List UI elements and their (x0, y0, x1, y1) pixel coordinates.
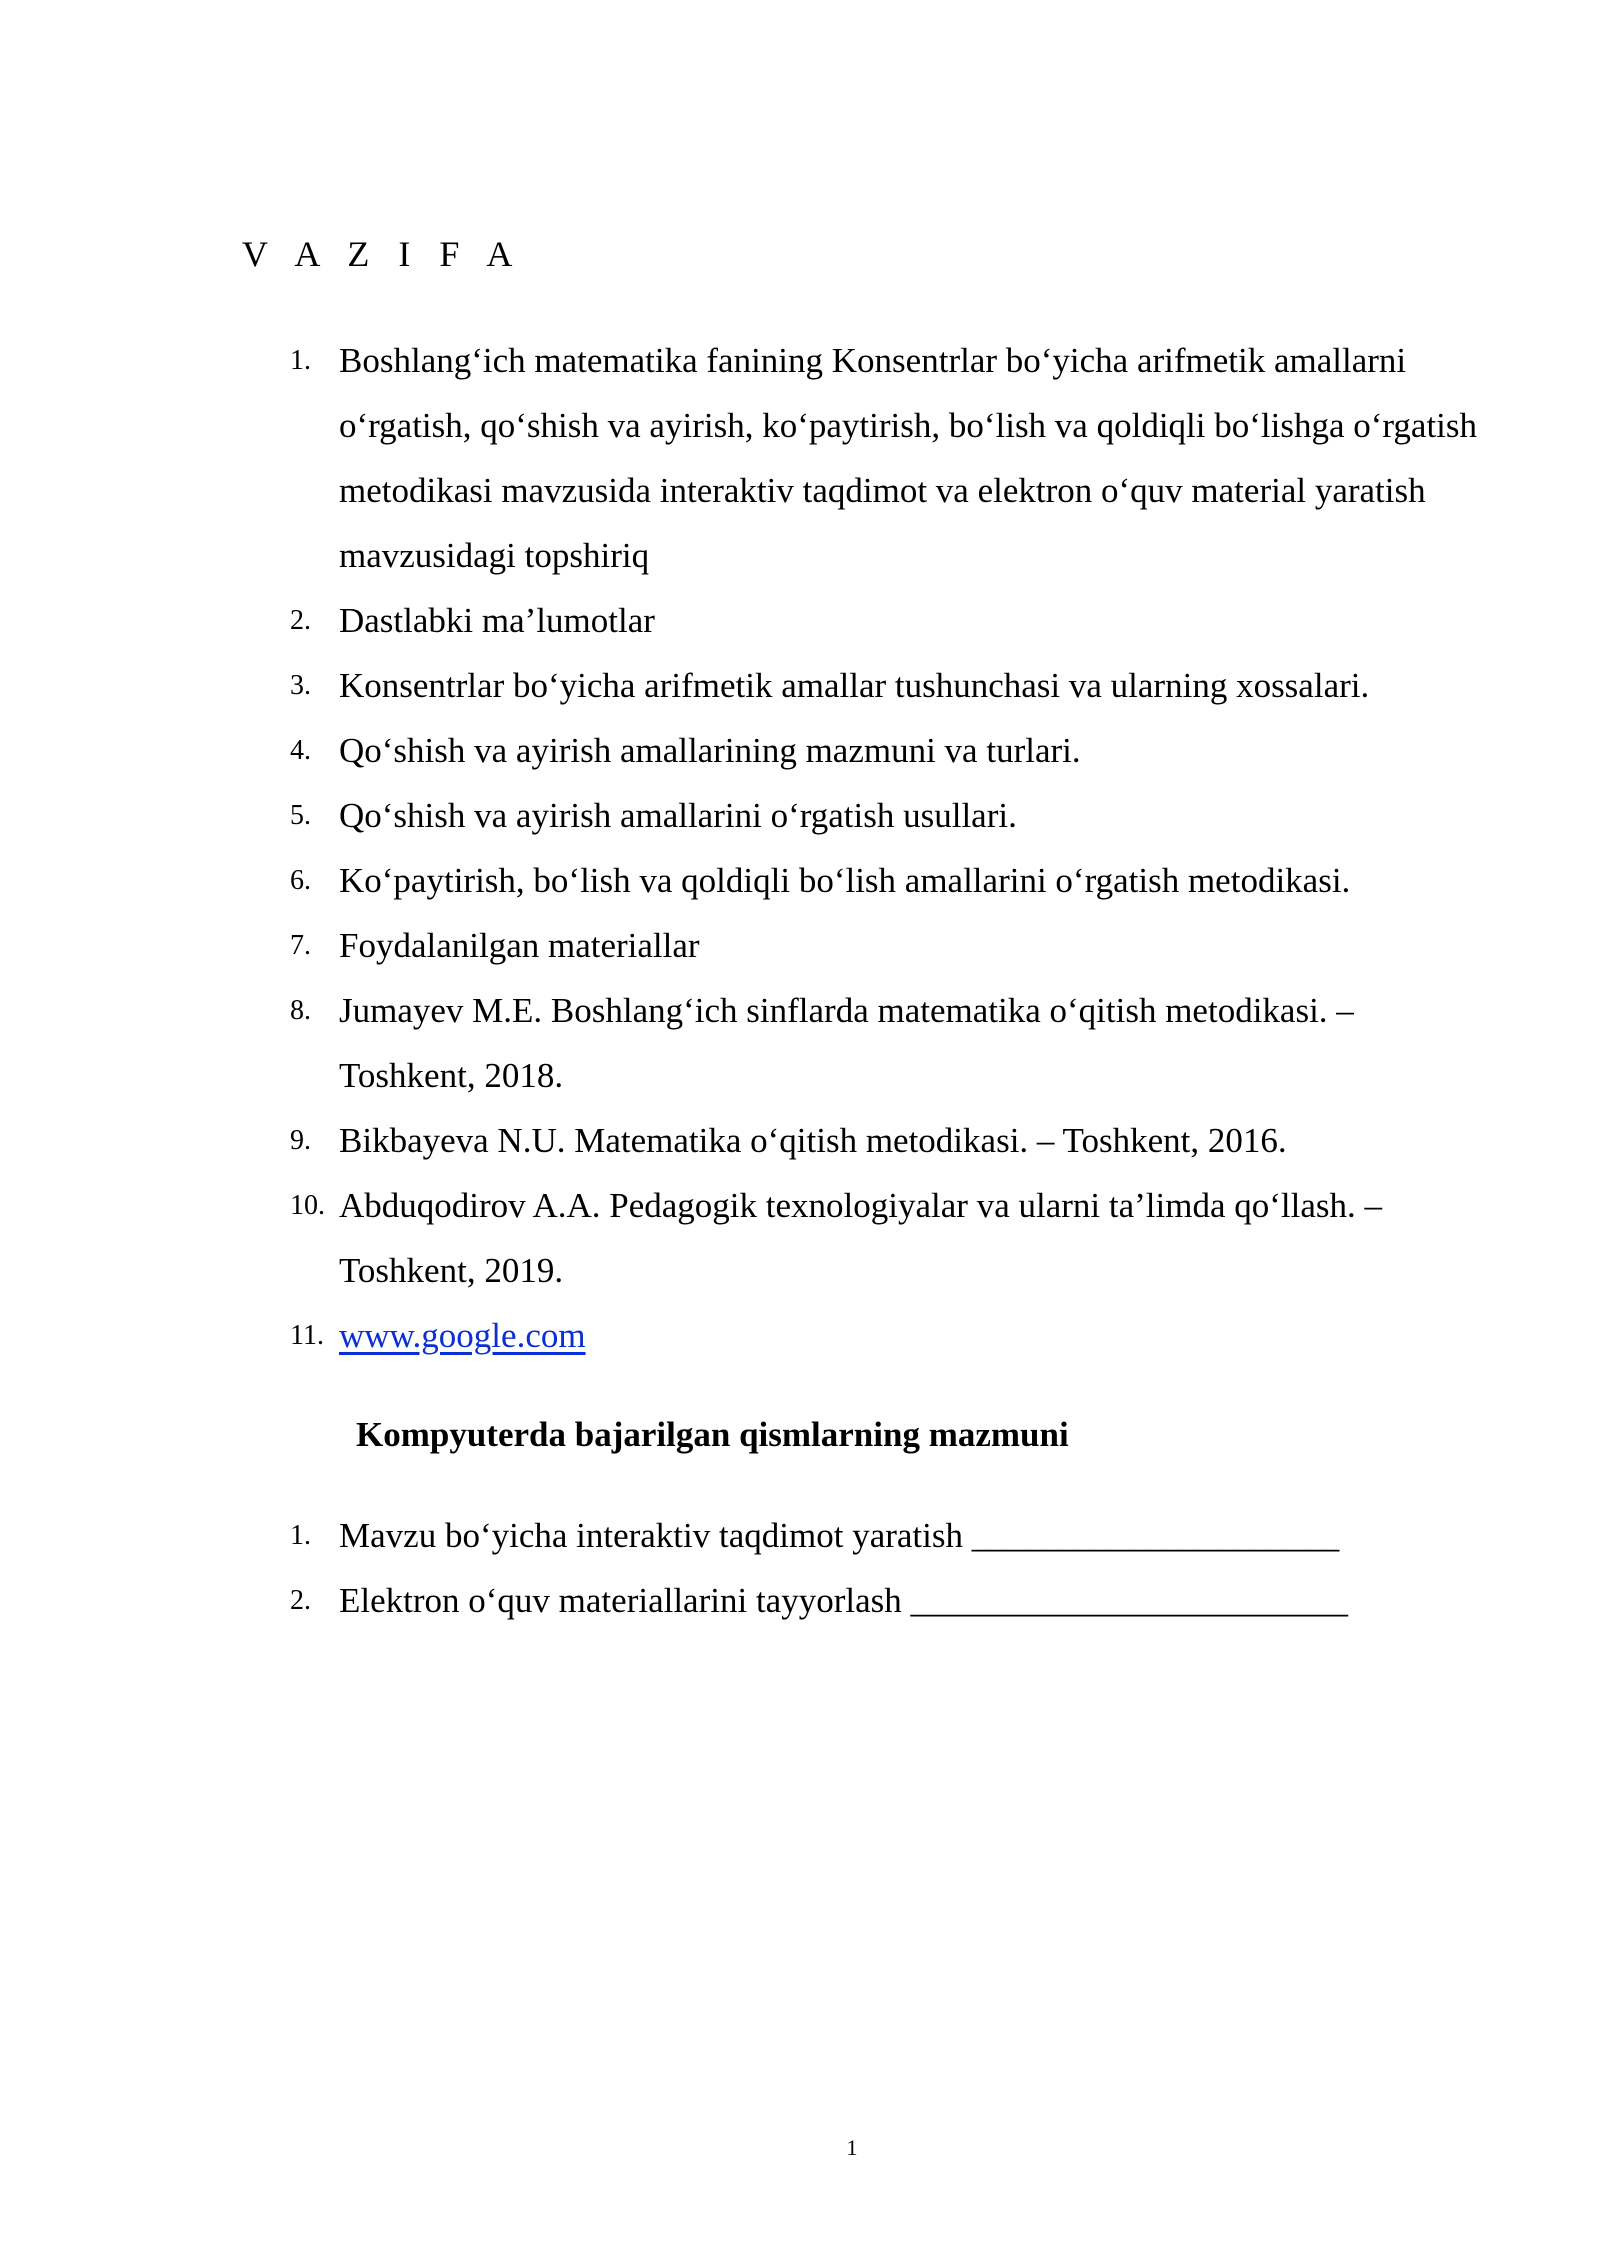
item-number: 2. (290, 605, 311, 636)
item-text: Konsentrlar bo‘yicha arifmetik amallar tushunchasi va ularning xossalari. (339, 666, 1370, 705)
page-number: 1 (846, 2135, 858, 2160)
item-number: 11. (290, 1320, 324, 1351)
page-title: V A Z I F A (242, 234, 523, 274)
item-text: Dastlabki ma’lumotlar (339, 601, 655, 640)
item-number: 7. (290, 930, 311, 961)
item-number: 6. (290, 865, 311, 896)
item-text: Elektron o‘quv materiallarini tayyorlash _________________________ (339, 1581, 1348, 1620)
item-number: 10. (290, 1190, 325, 1221)
item-text: Ko‘paytirish, bo‘lish va qoldiqli bo‘lish amallarini o‘rgatish metodikasi. (339, 861, 1351, 900)
item-text: Abduqodirov A.A. Pedagogik texnologiyalar va ularni ta’limda qo‘llash. – Toshkent, 2019. (339, 1186, 1382, 1290)
google-link[interactable]: www.google.com (339, 1316, 586, 1355)
list-item (0, 1303, 1479, 1368)
list-item (0, 718, 1479, 783)
item-number: 9. (290, 1125, 311, 1156)
list-item (0, 328, 1479, 588)
list-item (0, 978, 1479, 1108)
list-item (0, 1503, 1479, 1568)
item-number: 4. (290, 735, 311, 766)
computer-parts-list (0, 1503, 1600, 1633)
list-item (0, 848, 1479, 913)
list-item (0, 1568, 1479, 1633)
item-number: 1. (290, 345, 311, 376)
item-number: 2. (290, 1585, 311, 1616)
item-number: 5. (290, 800, 311, 831)
item-text: Jumayev M.E. Boshlang‘ich sinflarda matematika o‘qitish metodikasi. – Toshkent, 2018. (339, 991, 1354, 1095)
item-number: 3. (290, 670, 311, 701)
item-number: 1. (290, 1520, 311, 1551)
list-item (0, 653, 1479, 718)
section-heading: Kompyuterda bajarilgan qismlarning mazmuni (356, 1415, 1069, 1454)
item-text: Qo‘shish va ayirish amallarini o‘rgatish usullari. (339, 796, 1017, 835)
list-item (0, 588, 1479, 653)
item-text: Foydalanilgan materiallar (339, 926, 700, 965)
item-number: 8. (290, 995, 311, 1026)
item-text: Qo‘shish va ayirish amallarining mazmuni va turlari. (339, 731, 1081, 770)
item-text: Boshlang‘ich matematika fanining Konsentrlar bo‘yicha arifmetik amallarni o‘rgatish, qo‘shish va ayirish, ko‘paytirish, bo‘lish va qoldiqli bo‘lishga o‘rgatish metodikasi mavzusida interaktiv taqdimot va elektron o‘quv material yaratish mavzusidagi topshiriq (339, 341, 1478, 575)
list-item (0, 1108, 1479, 1173)
list-item (0, 913, 1479, 978)
item-text: Mavzu bo‘yicha interaktiv taqdimot yaratish _____________________ (339, 1516, 1340, 1555)
list-item (0, 1173, 1479, 1303)
task-list (0, 328, 1600, 1368)
item-text: Bikbayeva N.U. Matematika o‘qitish metodikasi. – Toshkent, 2016. (339, 1121, 1287, 1160)
list-item (0, 783, 1479, 848)
